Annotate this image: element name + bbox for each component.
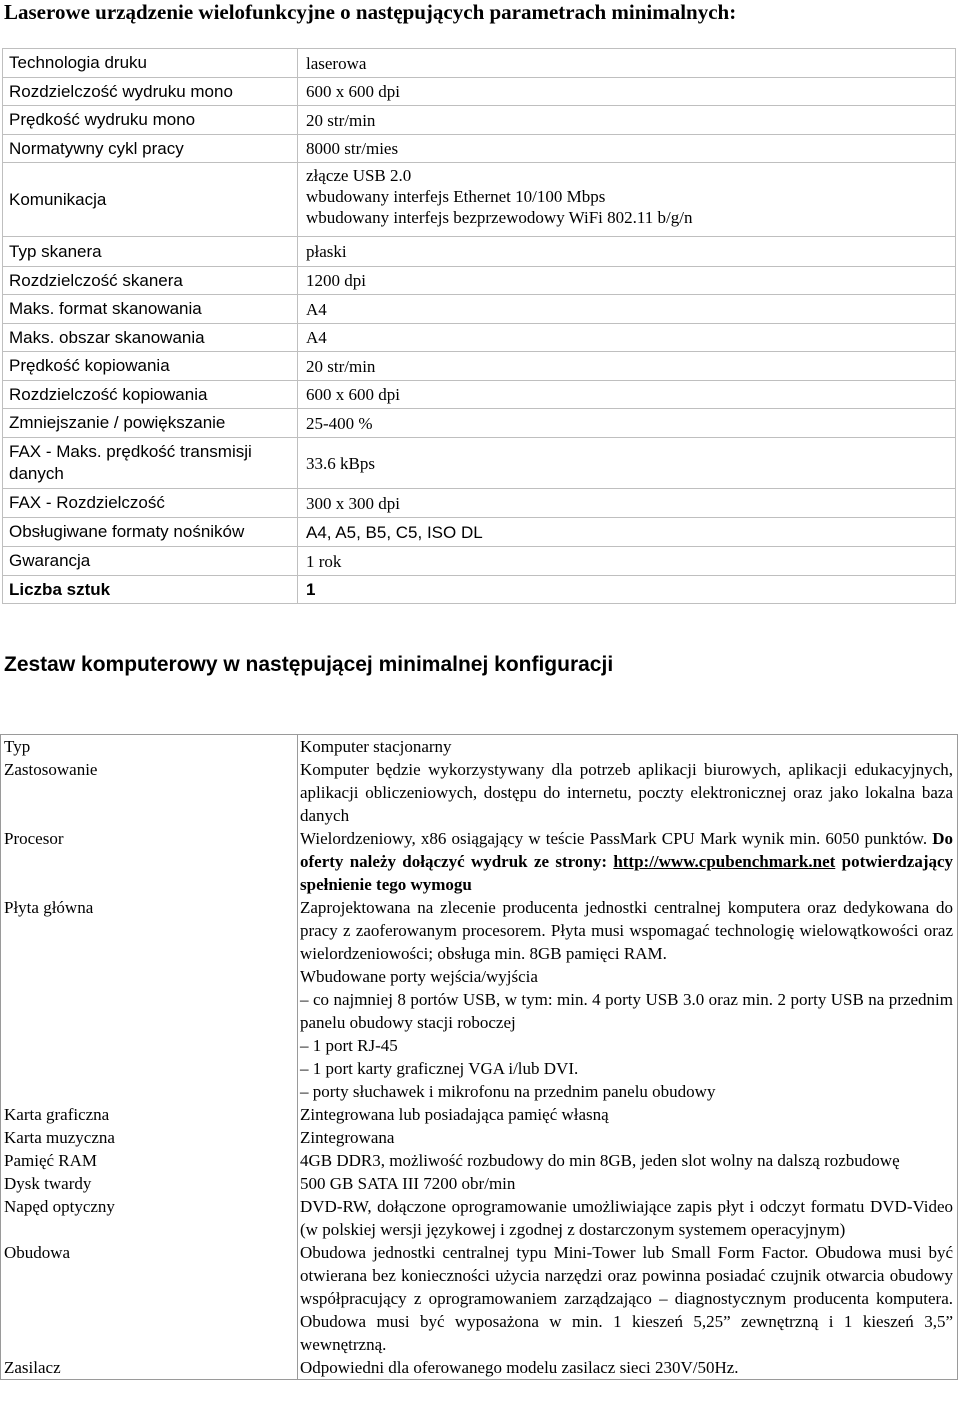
spec-label: Obudowa — [4, 1243, 71, 1262]
spec-value: A4 — [298, 324, 956, 351]
table-row — [1, 1195, 957, 1241]
table-row — [2, 437, 956, 488]
spec-label: Typ skanera — [2, 237, 298, 266]
table-row — [2, 323, 956, 351]
spec-value: laserowa — [298, 49, 956, 77]
table-row — [2, 266, 956, 294]
spec-value: 300 x 300 dpi — [298, 489, 956, 517]
spec-value: 1200 dpi — [298, 267, 956, 294]
spec-value: 4GB DDR3, możliwość rozbudowy do min 8GB, jeden slot wolny na dalszą rozbudowę — [297, 1149, 957, 1172]
spec-value: 8000 str/mies — [298, 135, 956, 162]
spec-label: Prędkość wydruku mono — [2, 106, 298, 134]
spec-label: Pamięć RAM — [4, 1151, 98, 1170]
spec-label: Rozdzielczość wydruku mono — [2, 78, 298, 105]
spec-label: Technologia druku — [2, 49, 298, 77]
spec-value-line: wbudowany interfejs bezprzewodowy WiFi 802.11 b/g/n — [306, 208, 693, 227]
table-row — [2, 517, 956, 546]
spec-value-text: Zaprojektowana na zlecenie producenta jednostki centralnej komputera oraz dedykowana do pracy z zaoferowanym procesorem. Płyta musi wspomagać technologię wielowątkowości oraz wielordzeniowości; obsługa min. 8GB pamięci RAM. — [300, 898, 953, 963]
spec-value: 1 — [298, 576, 956, 603]
spec-value: 600 x 600 dpi — [298, 381, 956, 408]
table-row — [2, 162, 956, 236]
port-item: – co najmniej 8 portów USB, w tym: min. 4 porty USB 3.0 oraz min. 2 porty USB na przednim panelu obudowy stacji roboczej — [300, 990, 953, 1032]
port-item: – 1 port RJ-45 — [300, 1036, 398, 1055]
table-row — [2, 236, 956, 266]
spec-value-bold: potwierdzający spełnienie tego wymogu — [300, 852, 954, 894]
table-row — [1, 1172, 957, 1195]
spec-value-line: złącze USB 2.0 — [306, 166, 412, 185]
table-row — [2, 105, 956, 134]
printer-spec-table — [2, 48, 956, 604]
table-row — [1, 896, 957, 1103]
spec-value-text: Wielordzeniowy, x86 osiągający w teście PassMark CPU Mark wynik min. 6050 punktów. — [300, 829, 928, 848]
spec-value — [297, 827, 957, 896]
spec-value: A4 — [298, 295, 956, 323]
spec-value — [297, 896, 957, 1103]
table-row — [1, 735, 957, 758]
spec-value: 33.6 kBps — [298, 438, 956, 488]
spec-label: Obsługiwane formaty nośników — [2, 518, 298, 546]
spec-value: DVD-RW, dołączone oprogramowanie umożliwiające zapis płyt i odczyt formatu DVD-Video (w polskiej wersji językowej i zgodnej z dostarczonym systemem operacyjnym) — [297, 1195, 957, 1241]
spec-label: Maks. obszar skanowania — [2, 324, 298, 351]
table-row — [1, 1241, 957, 1356]
spec-value: 20 str/min — [298, 352, 956, 380]
spec-label: Normatywny cykl pracy — [2, 135, 298, 162]
computer-section-title: Zestaw komputerowy w następującej minimalnej konfiguracji — [4, 653, 614, 676]
spec-label: Zasilacz — [4, 1358, 61, 1377]
table-row — [2, 294, 956, 323]
spec-label: Rozdzielczość kopiowania — [2, 381, 298, 408]
spec-value: 1 rok — [298, 547, 956, 575]
table-row — [2, 134, 956, 162]
spec-value: Komputer będzie wykorzystywany dla potrzeb aplikacji biurowych, aplikacji edukacyjnych, aplikacji obliczeniowych, dostępu do internetu, poczty elektronicznej oraz jako lokalna baza danych — [297, 758, 957, 827]
table-row — [1, 758, 957, 827]
table-row — [1, 1103, 957, 1126]
spec-value: 20 str/min — [298, 106, 956, 134]
spec-label: Gwarancja — [2, 547, 298, 575]
spec-label: Zmniejszanie / powiększanie — [2, 409, 298, 437]
spec-label: Procesor — [4, 829, 64, 848]
spec-value: Komputer stacjonarny — [297, 735, 957, 758]
spec-value: Obudowa jednostki centralnej typu Mini-Tower lub Small Form Factor. Obudowa musi być otwierana bez konieczności użycia narzędzi oraz powinna posiadać czujnik otwarcia obudowy współpracujący z oprogramowaniem zarządzająco – diagnostycznym producenta komputera. Obudowa musi być wyposażona w min. 1 kieszeń 5,25” zewnętrzną i 1 kieszeń 3,5” wewnętrzną. — [297, 1241, 957, 1356]
table-row — [2, 408, 956, 437]
spec-value: Zintegrowana lub posiadająca pamięć własną — [297, 1103, 957, 1126]
table-row — [2, 77, 956, 105]
table-row — [2, 48, 956, 77]
printer-section-title: Laserowe urządzenie wielofunkcyjne o następujących parametrach minimalnych: — [4, 0, 737, 24]
spec-value: 500 GB SATA III 7200 obr/min — [297, 1172, 957, 1195]
table-row — [1, 827, 957, 896]
spec-value-bold: Do oferty należy dołączyć wydruk ze strony: — [300, 829, 953, 871]
spec-value: 25-400 % — [298, 409, 956, 437]
table-row — [2, 380, 956, 408]
table-row — [2, 488, 956, 517]
spec-label: Komunikacja — [2, 163, 298, 236]
spec-label: Prędkość kopiowania — [2, 352, 298, 380]
spec-label: Liczba sztuk — [2, 576, 298, 603]
spec-value — [298, 163, 956, 236]
spec-label: FAX - Rozdzielczość — [2, 489, 298, 517]
spec-value: 600 x 600 dpi — [298, 78, 956, 105]
spec-label: Napęd optyczny — [4, 1197, 115, 1216]
computer-spec-table — [0, 734, 958, 1380]
port-item: – 1 port karty graficznej VGA i/lub DVI. — [300, 1059, 579, 1078]
table-row — [2, 575, 956, 604]
spec-label: Zastosowanie — [4, 760, 98, 779]
spec-label: Płyta główna — [4, 898, 94, 917]
table-row — [1, 1126, 957, 1149]
spec-value: Zintegrowana — [297, 1126, 957, 1149]
spec-label: FAX - Maks. prędkość transmisji danych — [2, 438, 298, 488]
ports-title: Wbudowane porty wejścia/wyjścia — [300, 967, 538, 986]
cpubenchmark-link[interactable]: http://www.cpubenchmark.net — [613, 852, 836, 871]
spec-label: Karta graficzna — [4, 1105, 110, 1124]
port-item: – porty słuchawek i mikrofonu na przednim panelu obudowy — [300, 1082, 716, 1101]
spec-label: Typ — [4, 737, 31, 756]
spec-value: Odpowiedni dla oferowanego modelu zasilacz sieci 230V/50Hz. — [297, 1356, 957, 1379]
table-row — [1, 1149, 957, 1172]
spec-label: Dysk twardy — [4, 1174, 92, 1193]
table-row — [2, 351, 956, 380]
spec-label: Karta muzyczna — [4, 1128, 115, 1147]
table-row — [2, 546, 956, 575]
spec-label: Maks. format skanowania — [2, 295, 298, 323]
spec-value: A4, A5, B5, C5, ISO DL — [298, 518, 956, 546]
spec-label: Rozdzielczość skanera — [2, 267, 298, 294]
spec-value: płaski — [298, 237, 956, 266]
table-row — [1, 1356, 957, 1379]
spec-value-line: wbudowany interfejs Ethernet 10/100 Mbps — [306, 187, 606, 206]
